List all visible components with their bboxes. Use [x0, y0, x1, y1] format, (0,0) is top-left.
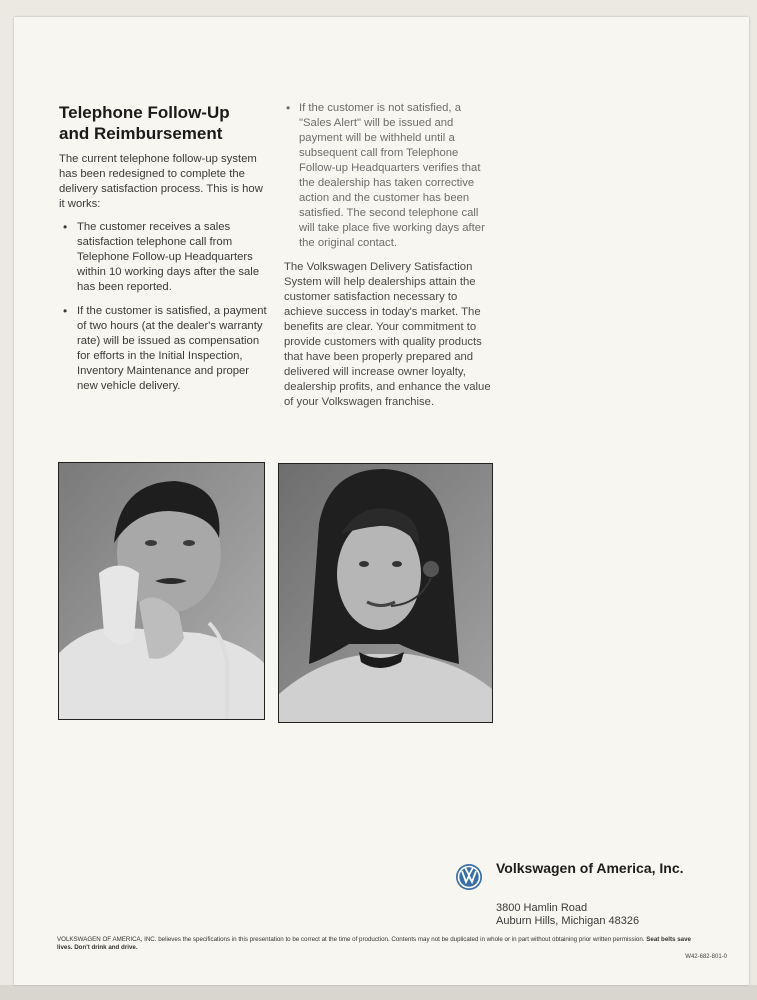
- vw-logo-icon: [455, 863, 483, 891]
- bullet-item: • If the customer is satisfied, a payment of two hours (at the dealer's warranty rate) will be issued as compensation for efforts in the Initial Inspection, Inventory Maintenance and proper new vehicle delivery.: [59, 304, 269, 394]
- bullet-list-right: [284, 101, 496, 251]
- page-edge-shadow: [0, 985, 757, 1000]
- man-on-telephone-photo: [58, 462, 265, 720]
- heading-line-1: Telephone Follow-Up: [59, 103, 230, 122]
- left-column: [59, 152, 269, 403]
- bullet-list-left: [59, 220, 269, 394]
- company-address: [496, 902, 696, 928]
- disclaimer-text: VOLKSWAGEN OF AMERICA, INC. believes the specifications in this presentation to be correct at the time of production. Contents may not be duplicated in whole or in part without obtaining prior written permission.: [57, 936, 645, 943]
- legal-disclaimer: [57, 936, 707, 952]
- woman-with-headset-photo: [278, 463, 493, 723]
- closing-paragraph: The Volkswagen Delivery Satisfaction System will help dealerships attain the customer satisfaction necessary to achieve success in today's market. The benefits are clear. Your commitment to provide customers with quality products that have been properly prepared and delivered will increase owner loyalty, dealership profits, and enhance the value of your Volkswagen franchise.: [284, 261, 491, 408]
- section-heading: [59, 102, 279, 144]
- intro-paragraph: The current telephone follow-up system has been redesigned to complete the delivery satisfaction process. This is how it works:: [59, 153, 263, 210]
- bullet-item: • The customer receives a sales satisfaction telephone call from Telephone Follow-up Headquarters within 10 working days after the sale has been reported.: [59, 220, 269, 295]
- form-number: W42-682-801-0: [685, 954, 727, 960]
- address-line-2: Auburn Hills, Michigan 48326: [496, 915, 640, 927]
- company-name: Volkswagen of America, Inc.: [496, 860, 684, 876]
- bullet-item: • If the customer is not satisfied, a "Sales Alert" will be issued and payment will be withheld until a subsequent call from Telephone Follow-up Headquarters verifies that the dealership has taken corrective action and the customer has been satisfied. The second telephone call will take place five working days after the original contact.: [284, 101, 496, 251]
- safety-message: Seat belts save lives. Don't drink and drive.: [57, 936, 691, 951]
- heading-line-2: and Reimbursement: [59, 124, 223, 143]
- right-column: [284, 101, 496, 410]
- address-line-1: 3800 Hamlin Road: [496, 902, 588, 914]
